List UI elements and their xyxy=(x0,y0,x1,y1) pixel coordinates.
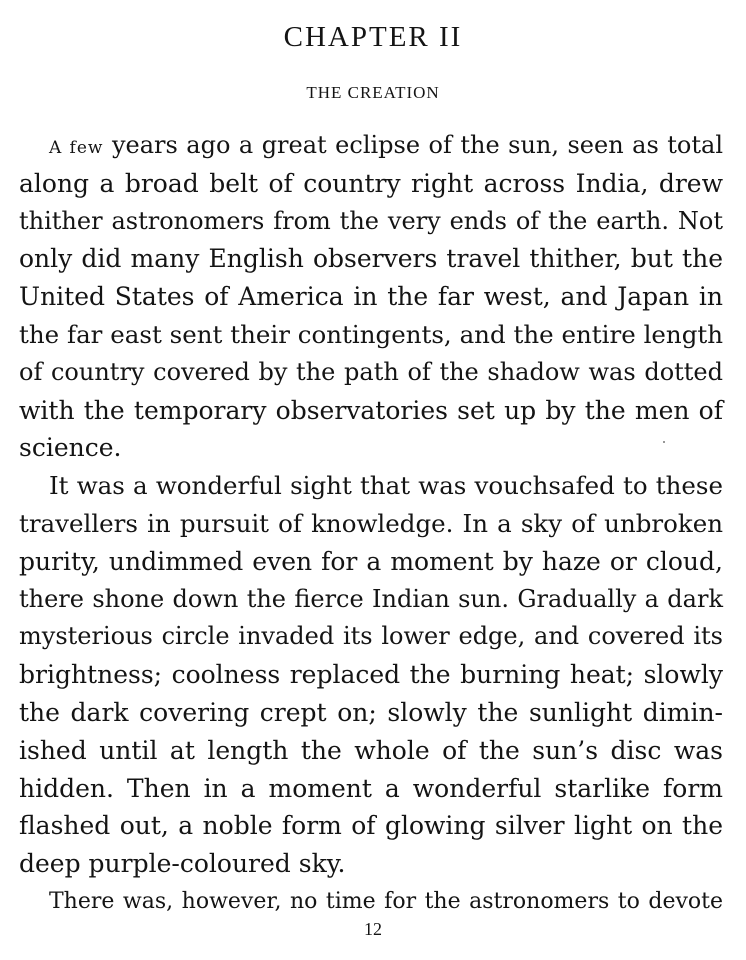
text-line: A few years ago a great eclipse of the sun, seen as total xyxy=(49,131,723,159)
text-line: with the temporary observatories set up by the men of xyxy=(19,395,723,425)
page-number: 12 xyxy=(364,919,382,939)
text-line: only did many English observers travel thither, but the xyxy=(19,244,723,274)
text-line: It was a wonderful sight that was vouchsafed to these xyxy=(49,471,723,501)
text-line: the dark covering crept on; slowly the sunlight dimin- xyxy=(19,697,723,727)
text-line: along a broad belt of country right across India, drew xyxy=(19,168,723,198)
text-line: of country covered by the path of the shadow was dotted xyxy=(19,357,723,386)
text-line: hidden. Then in a moment a wonderful starlike form xyxy=(19,773,723,803)
text-line: deep purple-coloured sky. xyxy=(19,849,346,879)
chapter-heading: CHAPTER II xyxy=(283,21,463,53)
text-line: ished until at length the whole of the sun’s disc was xyxy=(19,735,723,765)
chapter-title: THE CREATION xyxy=(306,83,440,102)
text-line: the far east sent their contingents, and the entire length xyxy=(19,319,723,349)
text-line: purity, undimmed even for a moment by haze or cloud, xyxy=(19,546,723,576)
print-speck xyxy=(663,441,665,443)
text-line: brightness; coolness replaced the burning heat; slowly xyxy=(19,660,723,690)
text-line: science. xyxy=(19,433,122,463)
text-line: there shone down the fierce Indian sun. Gradually a dark xyxy=(19,584,723,613)
text-line: mysterious circle invaded its lower edge, and covered its xyxy=(19,622,723,651)
text-line: travellers in pursuit of knowledge. In a sky of unbroken xyxy=(19,508,723,538)
small-caps-lead: A few xyxy=(49,138,104,158)
text-line: flashed out, a noble form of glowing silver light on the xyxy=(19,811,723,841)
text-line: United States of America in the far west, and Japan in xyxy=(19,282,723,312)
text-line: thither astronomers from the very ends of the earth. Not xyxy=(19,206,723,235)
text-line: There was, however, no time for the astronomers to devote xyxy=(49,888,723,914)
body-text xyxy=(19,127,723,921)
